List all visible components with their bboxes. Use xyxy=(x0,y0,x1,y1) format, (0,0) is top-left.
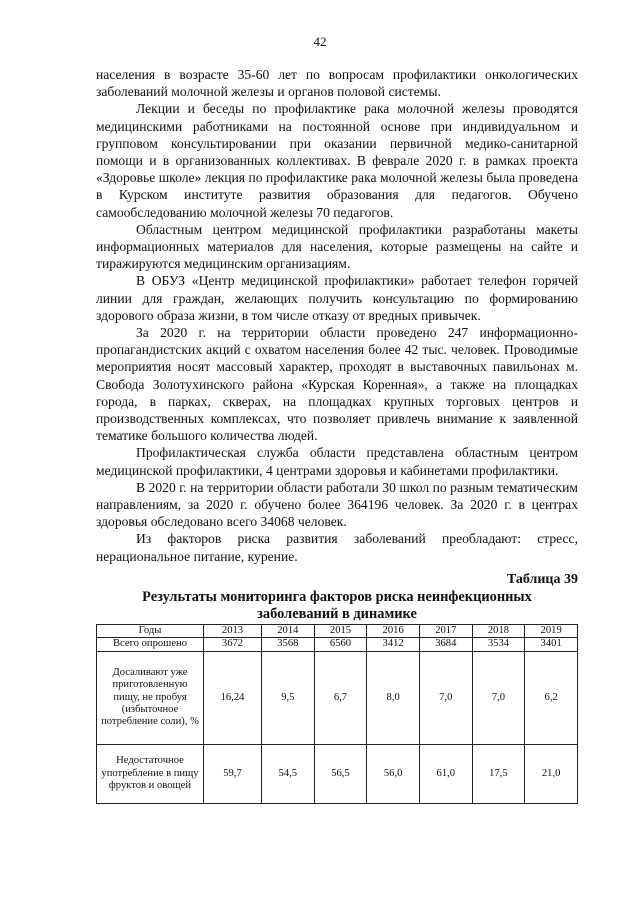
row-label: Недостаточное употребление в пищу фруктов и овощей xyxy=(97,744,204,803)
document-body xyxy=(96,66,578,804)
table-cell: 61,0 xyxy=(419,744,472,803)
paragraph-4: В ОБУЗ «Центр медицинской профилактики» работает телефон горячей линии для граждан, желающих получить консультацию по формированию здорового образа жизни, в том числе отказу от вредных привычек. xyxy=(96,273,578,323)
paragraph-7: В 2020 г. на территории области работали 30 школ по разным тематическим направлениям, за 2020 г. обучено более 364196 человек. За 2020 г. в центрах здоровья обследовано всего 34068 человек. xyxy=(96,479,578,530)
table-cell: 3672 xyxy=(204,638,262,651)
header-year: 2017 xyxy=(419,624,472,637)
table-cell: 59,7 xyxy=(204,744,262,803)
table-cell: 21,0 xyxy=(525,744,578,803)
table-cell: 3684 xyxy=(419,638,472,651)
table-row xyxy=(97,638,578,651)
table-row xyxy=(97,651,578,744)
paragraph-6: Профилактическая служба области представлена областным центром медицинской профилактики, 4 центрами здоровья и кабинетами профилактики. xyxy=(96,445,578,478)
table-cell: 6560 xyxy=(314,638,367,651)
table-cell: 6,2 xyxy=(525,651,578,744)
table-label: Таблица 39 xyxy=(506,571,578,587)
table-cell: 54,5 xyxy=(262,744,315,803)
paragraph-8: Из факторов риска развития заболеваний преобладают: стресс, нерациональное питание, курение. xyxy=(96,531,578,564)
table-title-line-1: Результаты мониторинга факторов риска неинфекционных xyxy=(142,588,532,605)
table-title-line-2: заболеваний в динамике xyxy=(257,605,417,622)
table-cell: 9,5 xyxy=(262,651,315,744)
table-title xyxy=(96,589,578,623)
header-year: 2018 xyxy=(472,624,525,637)
header-year: 2015 xyxy=(314,624,367,637)
page-number: 42 xyxy=(313,34,327,49)
table-cell: 3401 xyxy=(525,638,578,651)
table-cell: 56,0 xyxy=(367,744,420,803)
row-label: Всего опрошено xyxy=(97,638,204,651)
table-cell: 6,7 xyxy=(314,651,367,744)
table-cell: 7,0 xyxy=(472,651,525,744)
table-cell: 16,24 xyxy=(204,651,262,744)
table-header-row xyxy=(97,624,578,637)
paragraph-2: Лекции и беседы по профилактике рака молочной железы проводятся медицинскими работниками на постоянной основе при индивидуальном и групповом консультировании при оказании первичной медико-санитарной помощи и в организованных коллективах. В феврале 2020 г. в рамках проекта «Здоровье школе» лекция по профилактике рака молочной железы была проведена в Курском институте развития образования для педагогов. Обучено самообследованию молочной железы 70 педагогов. xyxy=(96,101,578,220)
table-cell: 7,0 xyxy=(419,651,472,744)
table-cell: 3534 xyxy=(472,638,525,651)
paragraph-5: За 2020 г. на территории области проведено 247 информационно-пропагандистских акций с охватом населения более 42 тыс. человек. Проводимые мероприятия носят массовый характер, проходят в выставочных павильонах м. Свобода Золотухинского района «Курская Коренная», а также на площадках города, в парках, скверах, на площадках крупных торговых центров и производственных комплексах, что позволяет привлечь внимание к заявленной тематике большого количества людей. xyxy=(96,325,578,444)
paragraph-1: населения в возрасте 35-60 лет по вопросам профилактики онкологических заболеваний молочной железы и органов половой системы. xyxy=(96,67,578,100)
header-year: 2016 xyxy=(367,624,420,637)
header-year: 2014 xyxy=(262,624,315,637)
row-label: Досаливают уже приготовленную пищу, не пробуя (избыточное потребление соли), % xyxy=(97,651,204,744)
table-cell: 8,0 xyxy=(367,651,420,744)
table-cell: 17,5 xyxy=(472,744,525,803)
paragraph-3: Областным центром медицинской профилактики разработаны макеты информационных материалов для населения, которые размещены на сайте и тиражируются медицинским организациям. xyxy=(96,221,578,272)
table-cell: 56,5 xyxy=(314,744,367,803)
table-cell: 3412 xyxy=(367,638,420,651)
header-year: 2019 xyxy=(525,624,578,637)
table-row xyxy=(97,744,578,803)
header-year: 2013 xyxy=(204,624,262,637)
table-cell: 3568 xyxy=(262,638,315,651)
header-years-label: Годы xyxy=(97,624,204,637)
risk-factors-table xyxy=(96,624,578,804)
